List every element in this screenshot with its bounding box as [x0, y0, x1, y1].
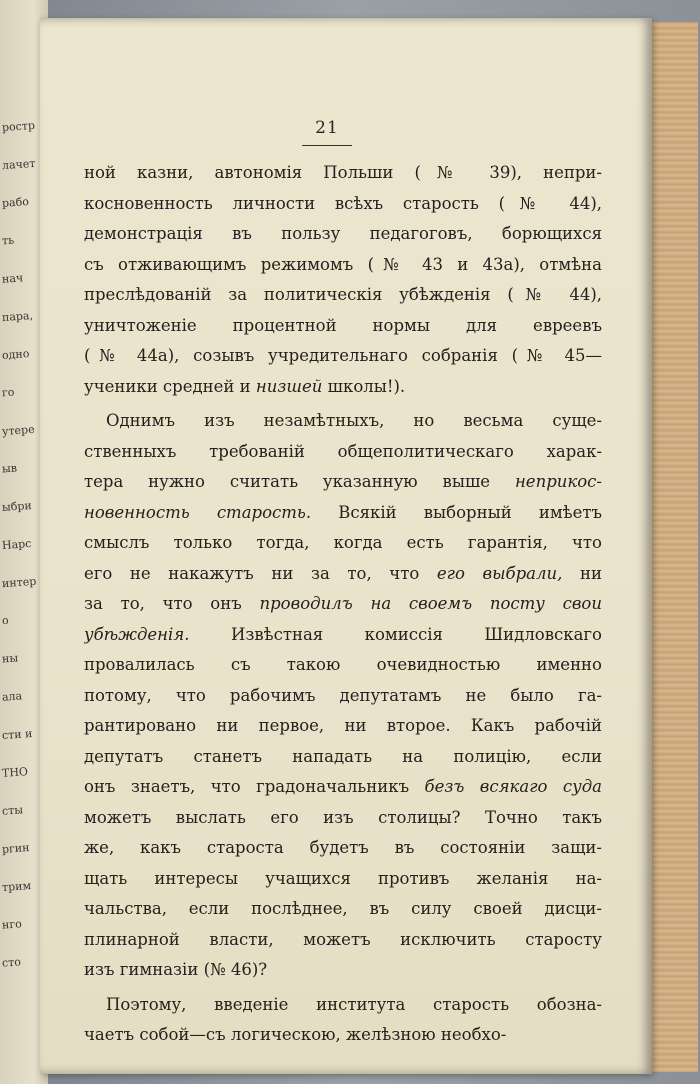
left-page-fragment: интер: [1, 574, 37, 591]
text-span: смыслъ только тогда, когда есть гарантія, что: [84, 533, 602, 552]
left-page-fragment: сто: [1, 955, 22, 970]
text-span: чаетъ собой—съ логическою, желѣзною необхо-: [84, 1025, 507, 1044]
text-span: изъ гимназіи (№ 46)?: [84, 960, 268, 979]
text-span: же, какъ староста будетъ въ состояніи защи-: [84, 838, 602, 857]
text-span: его не накажутъ ни за то, что: [84, 563, 437, 583]
text-line: [84, 742, 602, 773]
text-line: [84, 280, 602, 311]
text-line: [84, 559, 602, 590]
text-line: [84, 372, 602, 403]
text-span: тера нужно считать указанную выше: [84, 472, 515, 491]
text-span: чальства, если послѣднее, въ силу своей дисци-: [84, 899, 602, 918]
text-line: [84, 772, 602, 803]
text-span: (№ 44а), созывъ учредительнаго собранія (№ 45—: [84, 346, 602, 365]
text-line: [84, 681, 602, 712]
text-span: Однимъ изъ незамѣтныхъ, но весьма суще-: [106, 411, 602, 430]
text-line: [84, 833, 602, 864]
text-line: [84, 189, 602, 220]
book-cover-edge: [648, 22, 698, 1072]
text-line: [84, 437, 602, 468]
text-line: [84, 341, 602, 372]
text-line: [84, 864, 602, 895]
text-line: [84, 990, 602, 1021]
text-span: плинарной власти, можетъ исключить старосту: [84, 929, 602, 949]
text-span: ственныхъ требованій общеполитическаго харак-: [84, 441, 602, 461]
text-line: [84, 803, 602, 834]
text-span: уничтоженіе процентной нормы для евреевъ: [84, 315, 602, 335]
text-span: рантировано ни первое, ни второе. Какъ рабочій: [84, 716, 602, 735]
text-line: [84, 467, 602, 498]
left-page-fragment: рабо: [1, 195, 30, 210]
left-page-fragment: ыбри: [1, 498, 33, 515]
text-line: [84, 925, 602, 956]
italic-text: низшей: [255, 376, 323, 396]
text-span: можетъ выслать его изъ столицы? Точно такъ: [84, 807, 602, 827]
text-line: [84, 589, 602, 620]
text-span: ной казни, автономія Польши (№ 39), непри-: [84, 163, 602, 182]
text-line: [84, 894, 602, 925]
text-span: провалилась съ такою очевидностью именно: [84, 655, 602, 674]
text-line: [84, 528, 602, 559]
left-page-fragment: о: [1, 613, 10, 628]
text-line: [84, 219, 602, 250]
book-page: [40, 18, 652, 1074]
text-span: депутатъ станетъ нападать на полицію, если: [84, 746, 602, 766]
text-line: [84, 158, 602, 189]
left-page-fragment: нго: [1, 917, 23, 932]
italic-text: неприкос-: [514, 472, 602, 491]
text-span: ни: [562, 563, 602, 583]
left-page-fragment: ростр: [1, 118, 36, 135]
text-span: школы!).: [322, 376, 406, 396]
left-page-fragment: ыв: [1, 461, 18, 476]
text-span: за то, что онъ: [84, 594, 260, 613]
text-span: Извѣстная комиссія Шидловскаго: [189, 624, 602, 644]
left-page-fragment: лачет: [1, 156, 36, 173]
left-page-fragment: трим: [1, 879, 32, 894]
text-line: [84, 250, 602, 281]
text-span: потому, что рабочимъ депутатамъ не было га-: [84, 685, 602, 705]
text-line: [84, 650, 602, 681]
italic-text: его выбрали,: [436, 563, 563, 583]
left-page-fragment: ала: [1, 689, 23, 704]
text-line: [84, 1020, 602, 1051]
text-span: преслѣдованій за политическія убѣжденія (№ 44),: [84, 285, 602, 304]
italic-text: проводилъ на своемъ посту свои: [259, 594, 602, 613]
page-number-rule: [302, 145, 352, 146]
text-span: Поэтому, введеніе института старость обозна-: [106, 994, 602, 1014]
left-page-fragment: сти и: [1, 726, 33, 743]
left-page-fragment: пара,: [1, 308, 34, 325]
left-page-fragment: Нарс: [1, 536, 32, 553]
left-page-fragment: сты: [1, 803, 24, 818]
italic-text: убѣжденія.: [84, 624, 190, 644]
italic-text: новенность старость.: [84, 502, 312, 522]
left-page-fragment: ны: [1, 651, 19, 666]
page-text: [84, 158, 602, 1051]
text-line: [84, 620, 602, 651]
left-page-fragment: го: [1, 385, 15, 400]
italic-text: безъ всякаго суда: [424, 777, 602, 796]
text-line: [84, 406, 602, 437]
text-span: ученики средней и: [84, 376, 256, 396]
text-span: щать интересы учащихся противъ желанія на-: [84, 868, 602, 888]
left-page-fragment: ть: [1, 233, 15, 248]
left-page-fragment: ргин: [1, 841, 30, 856]
left-page-fragment: одно: [1, 347, 30, 362]
text-span: демонстрація въ пользу педагоговъ, борющихся: [84, 224, 602, 243]
text-span: косновенность личности всѣхъ старость (№ 44),: [84, 193, 602, 213]
left-page-fragment: нач: [1, 271, 24, 286]
text-line: [84, 311, 602, 342]
text-span: онъ знаетъ, что градоначальникъ: [84, 777, 425, 796]
text-line: [84, 711, 602, 742]
page-number: 21: [315, 118, 339, 138]
text-line: [84, 498, 602, 529]
text-span: съ отживающимъ режимомъ (№ 43 и 43а), отмѣна: [84, 254, 602, 274]
left-page-fragment: утере: [1, 422, 36, 439]
left-page-fragment: ТНО: [1, 765, 29, 780]
text-span: Всякій выборный имѣетъ: [311, 502, 602, 522]
text-line: [84, 955, 602, 986]
